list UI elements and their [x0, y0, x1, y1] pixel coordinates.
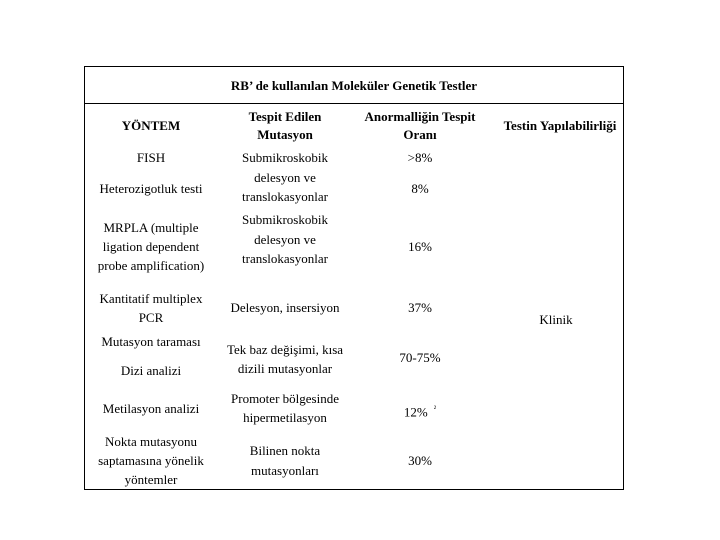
row6-method: Metilasyon analizi	[102, 401, 200, 416]
table-title: RB’ de kullanılan Moleküler Genetik Testler	[230, 78, 478, 93]
row6-rate-note: ²	[433, 404, 437, 413]
row3-rate: 16%	[408, 239, 432, 254]
header-usability: Testin Yapılabilirliği	[503, 118, 617, 133]
row5-mutation-line2: dizili mutasyonlar	[237, 361, 333, 376]
row1-method: FISH	[136, 150, 166, 165]
row6-rate	[345, 399, 495, 422]
row1-mutation: Submikroskobik	[242, 150, 328, 165]
row5-rate: 70-75%	[399, 350, 441, 365]
row7-mutation-line2: mutasyonları	[251, 463, 319, 478]
row5-method-line2: Dizi analizi	[120, 363, 182, 378]
row7-mutation-line1: Bilinen nokta	[249, 443, 321, 458]
header-rate-line1: Anormalliğin Tespit	[364, 109, 476, 124]
row6-rate-value: 12%	[403, 404, 428, 420]
row2-rate: 8%	[411, 181, 429, 196]
row3-method-line2: ligation dependent	[102, 239, 200, 254]
row2-mutation-line2: translokasyonlar	[242, 189, 328, 204]
row4-mutation: Delesyon, insersiyon	[230, 300, 340, 315]
row3-method-line1: MRPLA (multiple	[103, 220, 199, 235]
row7-method-line3: yöntemler	[124, 472, 178, 487]
row5-mutation-line1: Tek baz değişimi, kısa	[226, 342, 344, 357]
row5-method-line1: Mutasyon taraması	[101, 334, 201, 349]
usability-value: Klinik	[539, 312, 573, 327]
header-method: YÖNTEM	[121, 118, 181, 133]
row6-mutation-line1: Promoter bölgesinde	[231, 391, 339, 406]
row4-method-line1: Kantitatif multiplex	[99, 291, 203, 306]
header-mutation-line2: Mutasyon	[257, 127, 313, 142]
row3-mutation-line3: translokasyonlar	[242, 251, 328, 266]
row4-rate: 37%	[408, 300, 432, 315]
row6-mutation-line2: hipermetilasyon	[243, 410, 327, 425]
row3-mutation-line2: delesyon ve	[254, 232, 316, 247]
row7-method-line1: Nokta mutasyonu	[104, 434, 198, 449]
header-mutation-line1: Tespit Edilen	[248, 109, 322, 124]
row3-method-line3: probe amplification)	[97, 258, 205, 273]
row4-method-line2: PCR	[138, 310, 164, 325]
row2-method: Heterozigotluk testi	[99, 181, 203, 196]
row2-mutation-line1: delesyon ve	[254, 170, 316, 185]
row1-rate: >8%	[407, 150, 433, 165]
header-rate-line2: Oranı	[403, 127, 437, 142]
row7-method-line2: saptamasına yönelik	[98, 453, 204, 468]
row3-mutation-line1: Submikroskobik	[242, 212, 328, 227]
title-separator	[85, 103, 623, 104]
row7-rate: 30%	[408, 453, 432, 468]
